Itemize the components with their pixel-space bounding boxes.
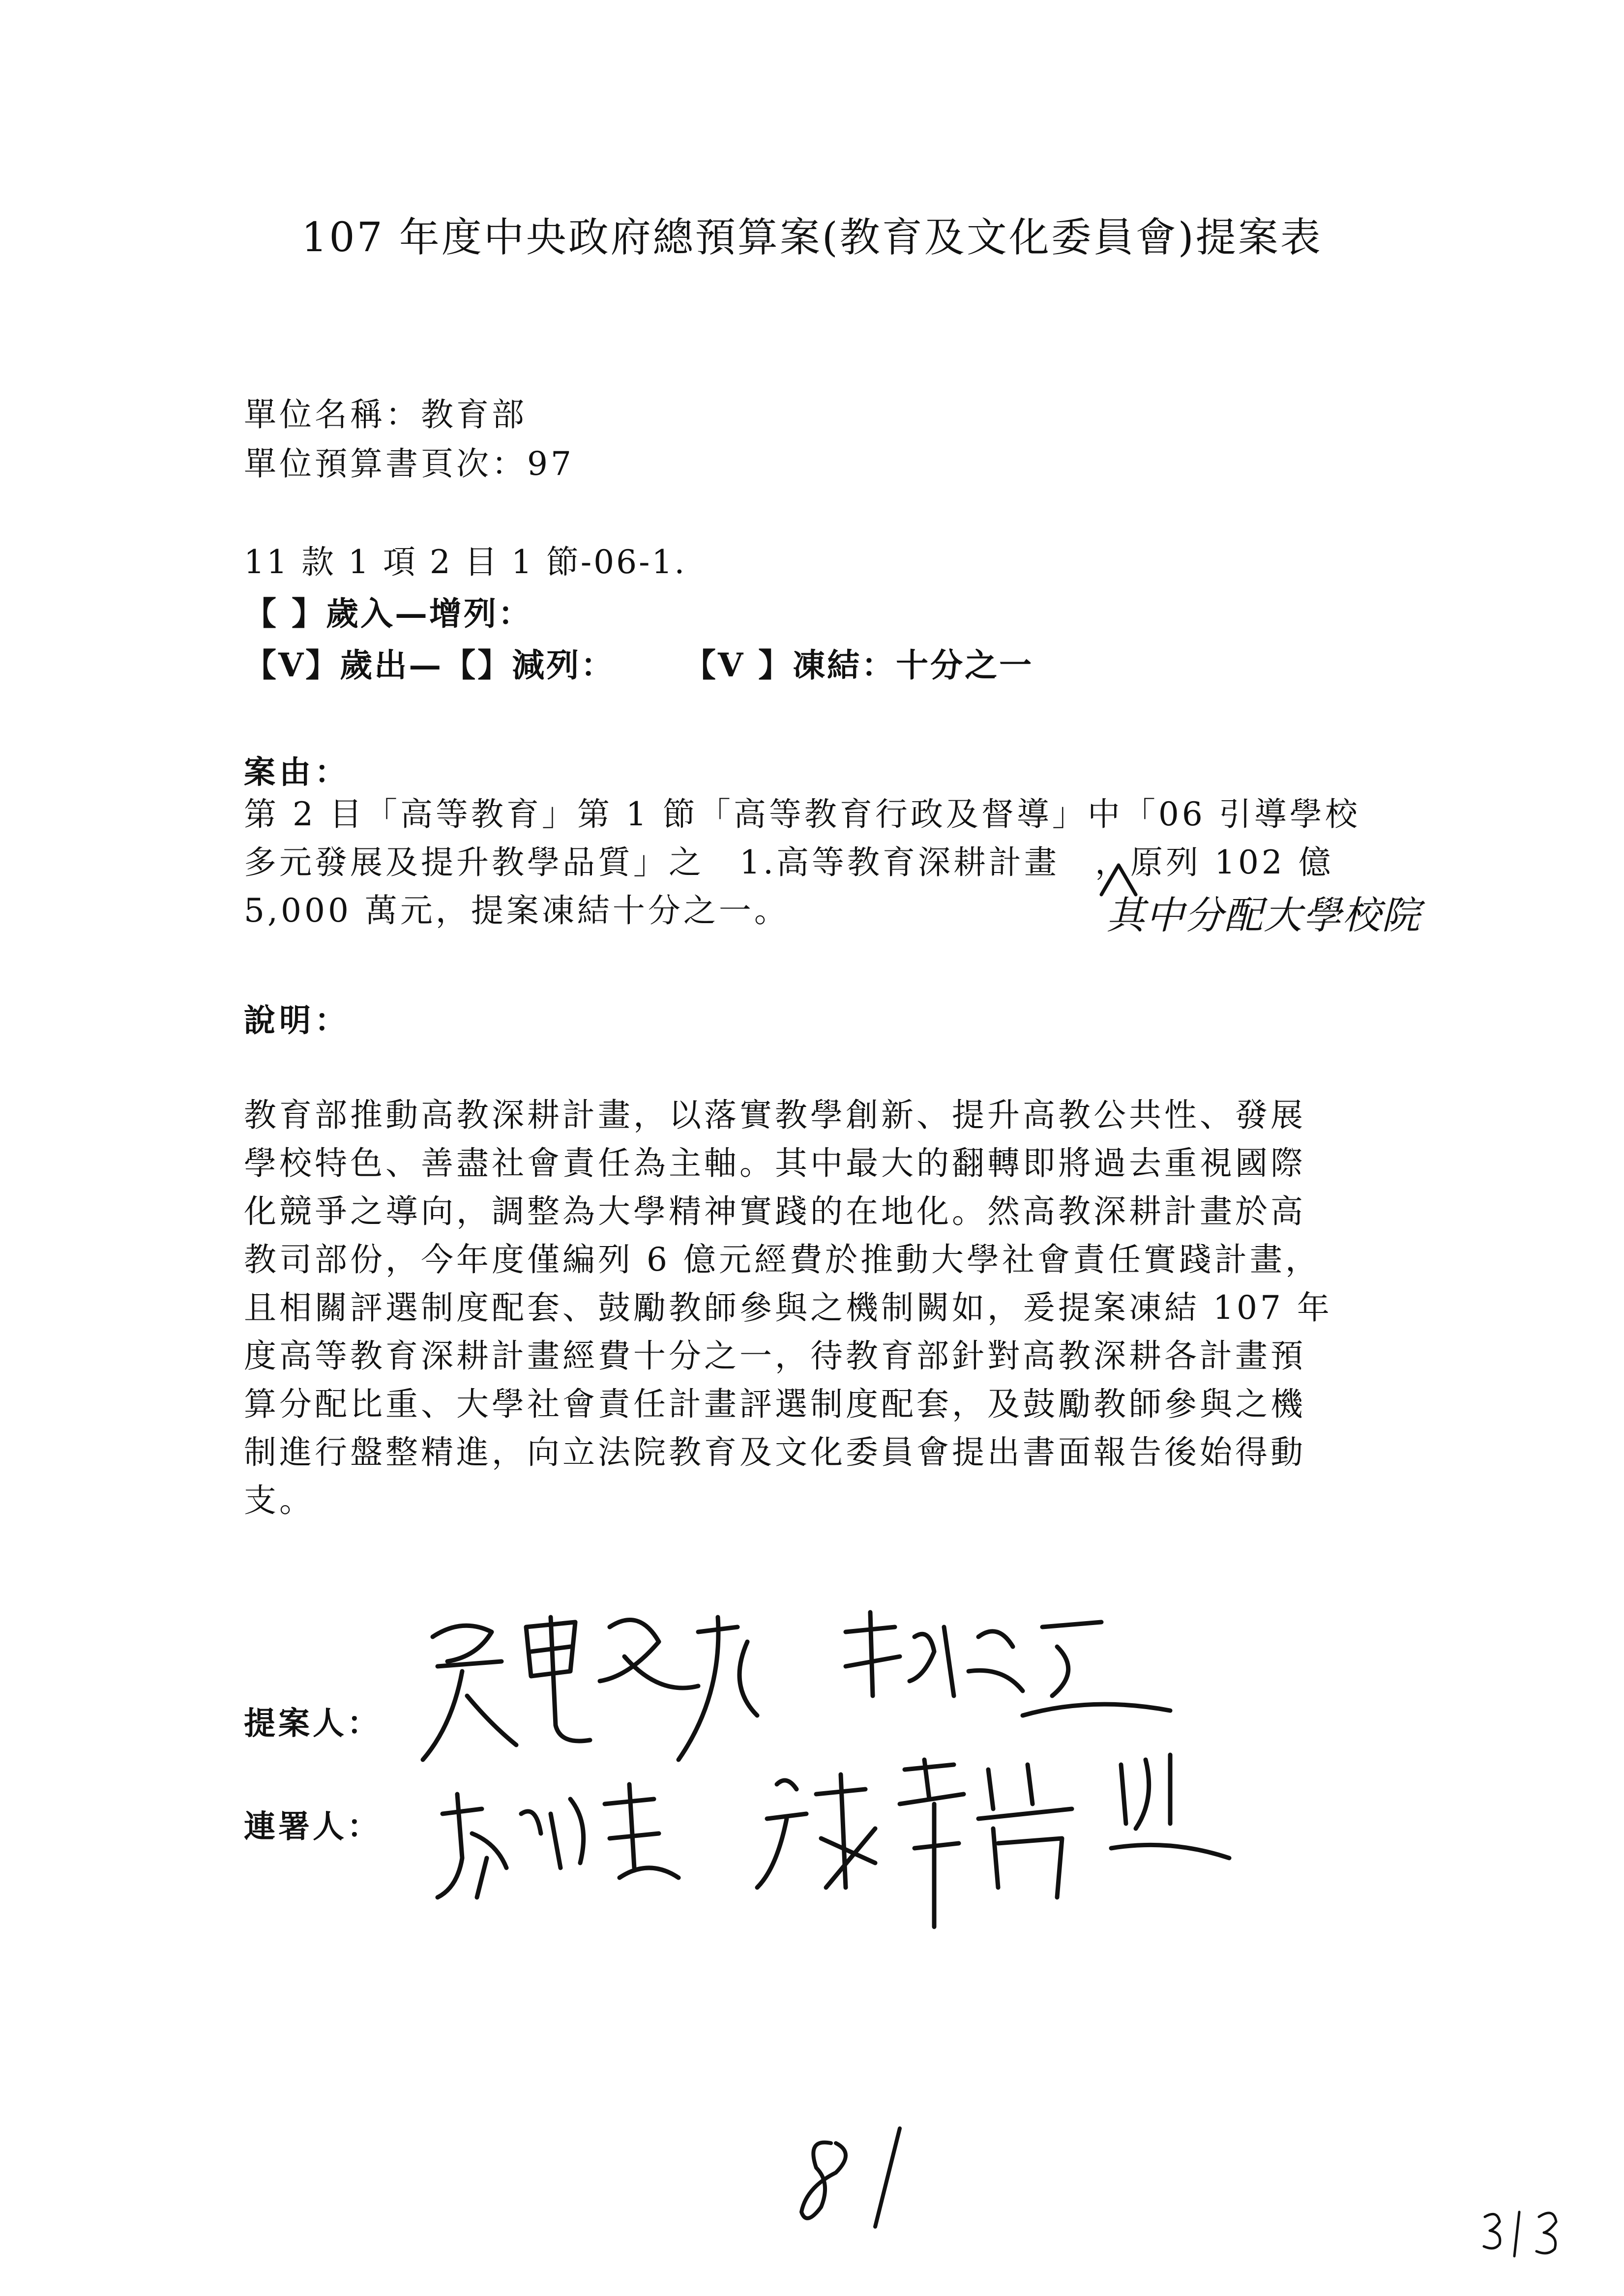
corner-number-text: 313 <box>1475 2197 1476 2198</box>
unit-name: 單位名稱：教育部 <box>244 396 527 434</box>
unit-budget-page: 單位預算書頁次：97 <box>244 445 574 483</box>
explanation-line: 度高等教育深耕計畫經費十分之一，待教育部針對高教深耕各計畫預 <box>244 1337 1306 1375</box>
handwritten-page-number <box>787 2114 944 2241</box>
reason-heading: 案由： <box>244 754 350 791</box>
budget-code: 11 款 1 項 2 目 1 節-06-1. <box>244 543 687 581</box>
cosigner-signature <box>423 1740 1332 1947</box>
explanation-line: 支。 <box>244 1482 315 1519</box>
explanation-line: 制進行盤整精進，向立法院教育及文化委員會提出書面報告後始得動 <box>244 1433 1306 1471</box>
proposer-label: 提案人： <box>244 1705 382 1742</box>
reason-line: 5,000 萬元，提案凍結十分之一。 <box>244 892 790 930</box>
explanation-line: 化競爭之導向，調整為大學精神實踐的在地化。然高教深耕計畫於高 <box>244 1192 1306 1230</box>
explanation-line: 教育部推動高教深耕計畫，以落實教學創新、提升高教公共性、發展 <box>244 1096 1306 1134</box>
explanation-line: 教司部份，今年度僅編列 6 億元經費於推動大學社會責任實踐計畫， <box>244 1241 1321 1279</box>
explanation-line: 且相關評選制度配套、鼓勵教師參與之機制闕如，爰提案凍結 107 年 <box>244 1289 1332 1327</box>
corner-number <box>1475 2197 1593 2276</box>
explanation-line: 算分配比重、大學社會責任計畫評選制度配套，及鼓勵教師參與之機 <box>244 1385 1306 1423</box>
explanation-heading: 說明： <box>244 1002 350 1039</box>
explanation-line: 學校特色、善盡社會責任為主軸。其中最大的翻轉即將過去重視國際 <box>244 1144 1306 1182</box>
revenue-flag: 【 】歲入—增列： <box>244 594 532 633</box>
explanation-paragraph <box>244 1091 1409 1525</box>
reason-line: 多元發展及提升教學品質」之 1.高等教育深耕計畫 ，原列 102 億 <box>244 843 1334 881</box>
cosigner-label: 連署人： <box>244 1808 382 1845</box>
handwritten-insertion: 其中分配大學校院 <box>1106 894 1421 938</box>
page-title: 107 年度中央政府總預算案(教育及文化委員會)提案表 <box>301 214 1323 261</box>
expense-flag: 【V】歲出—【】減列： <box>244 646 616 684</box>
freeze-flag: 【V 】凍結：十分之一 <box>683 646 1034 684</box>
reason-line: 第 2 目「高等教育」第 1 節「高等教育行政及督導」中「06 引導學校 <box>244 795 1360 833</box>
